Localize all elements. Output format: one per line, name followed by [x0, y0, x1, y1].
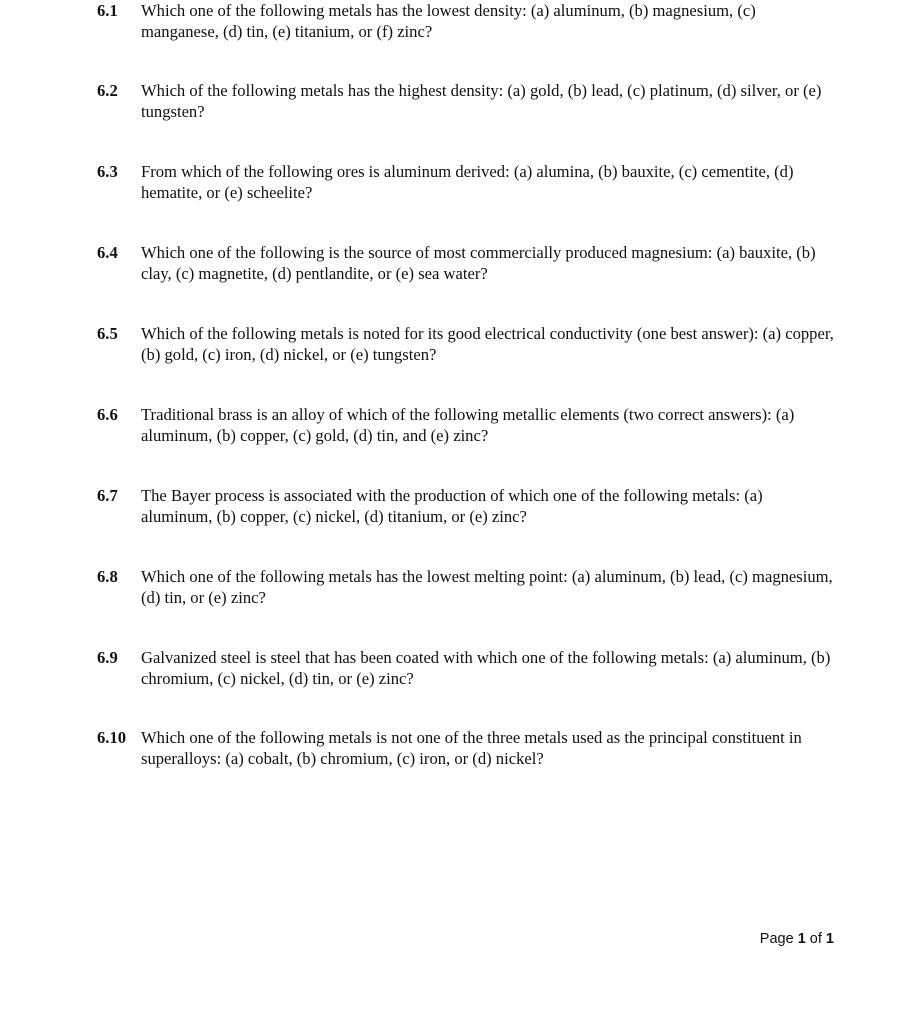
page-footer — [760, 929, 834, 949]
question-6-6 — [97, 404, 837, 446]
question-6-10 — [97, 727, 837, 769]
question-text: Which one of the following metals has the lowest melting point: (a) aluminum, (b) lead, (c) magnesium, (d) tin, or (e) zinc? — [141, 567, 833, 607]
current-page-number: 1 — [797, 931, 806, 947]
question-6-4 — [97, 242, 837, 284]
question-number: 6.6 — [97, 405, 118, 424]
question-number: 6.10 — [97, 728, 127, 747]
question-number: 6.5 — [97, 324, 118, 343]
question-text: From which of the following ores is aluminum derived: (a) alumina, (b) bauxite, (c) cementite, (d) hematite, or (e) scheelite? — [141, 162, 794, 202]
question-text: Traditional brass is an alloy of which of the following metallic elements (two correct answers): (a) aluminum, (b) copper, (c) gold, (d) tin, and (e) zinc? — [141, 405, 795, 445]
question-number: 6.3 — [97, 162, 118, 181]
question-text: Which of the following metals is noted for its good electrical conductivity (one best answer): (a) copper, (b) gold, (c) iron, (d) nickel, or (e) tungsten? — [141, 324, 834, 364]
question-number: 6.8 — [97, 567, 118, 586]
question-text: The Bayer process is associated with the production of which one of the following metals: (a) aluminum, (b) copper, (c) nickel, (d) titanium, or (e) zinc? — [141, 486, 763, 526]
question-text: Galvanized steel is steel that has been coated with which one of the following metals: (a) aluminum, (b) chromium, (c) nickel, (d) tin, or (e) zinc? — [141, 648, 831, 688]
question-number: 6.9 — [97, 648, 118, 667]
question-number: 6.4 — [97, 243, 118, 262]
question-number: 6.7 — [97, 486, 118, 505]
page-word: Page — [759, 931, 794, 947]
of-word: of — [809, 931, 822, 947]
question-6-3 — [97, 161, 837, 203]
question-number: 6.2 — [97, 81, 118, 100]
question-text: Which one of the following is the source of most commercially produced magnesium: (a) bauxite, (b) clay, (c) magnetite, (d) pentlandite, or (e) sea water? — [141, 243, 816, 283]
question-text: Which of the following metals has the highest density: (a) gold, (b) lead, (c) platinum, (d) silver, or (e) tungsten? — [141, 81, 822, 121]
question-number: 6.1 — [97, 1, 118, 20]
question-6-9 — [97, 647, 837, 689]
question-text: Which one of the following metals is not one of the three metals used as the principal constituent in superalloys: (a) cobalt, (b) chromium, (c) iron, or (d) nickel? — [141, 728, 802, 768]
question-6-1 — [97, 0, 837, 42]
question-6-5 — [97, 323, 837, 365]
question-6-8 — [97, 566, 837, 608]
question-6-2 — [97, 80, 837, 122]
question-text: Which one of the following metals has the lowest density: (a) aluminum, (b) magnesium, (c) manganese, (d) tin, (e) titanium, or (f) zinc? — [141, 1, 756, 41]
total-pages-number: 1 — [825, 931, 834, 947]
question-6-7 — [97, 485, 837, 527]
